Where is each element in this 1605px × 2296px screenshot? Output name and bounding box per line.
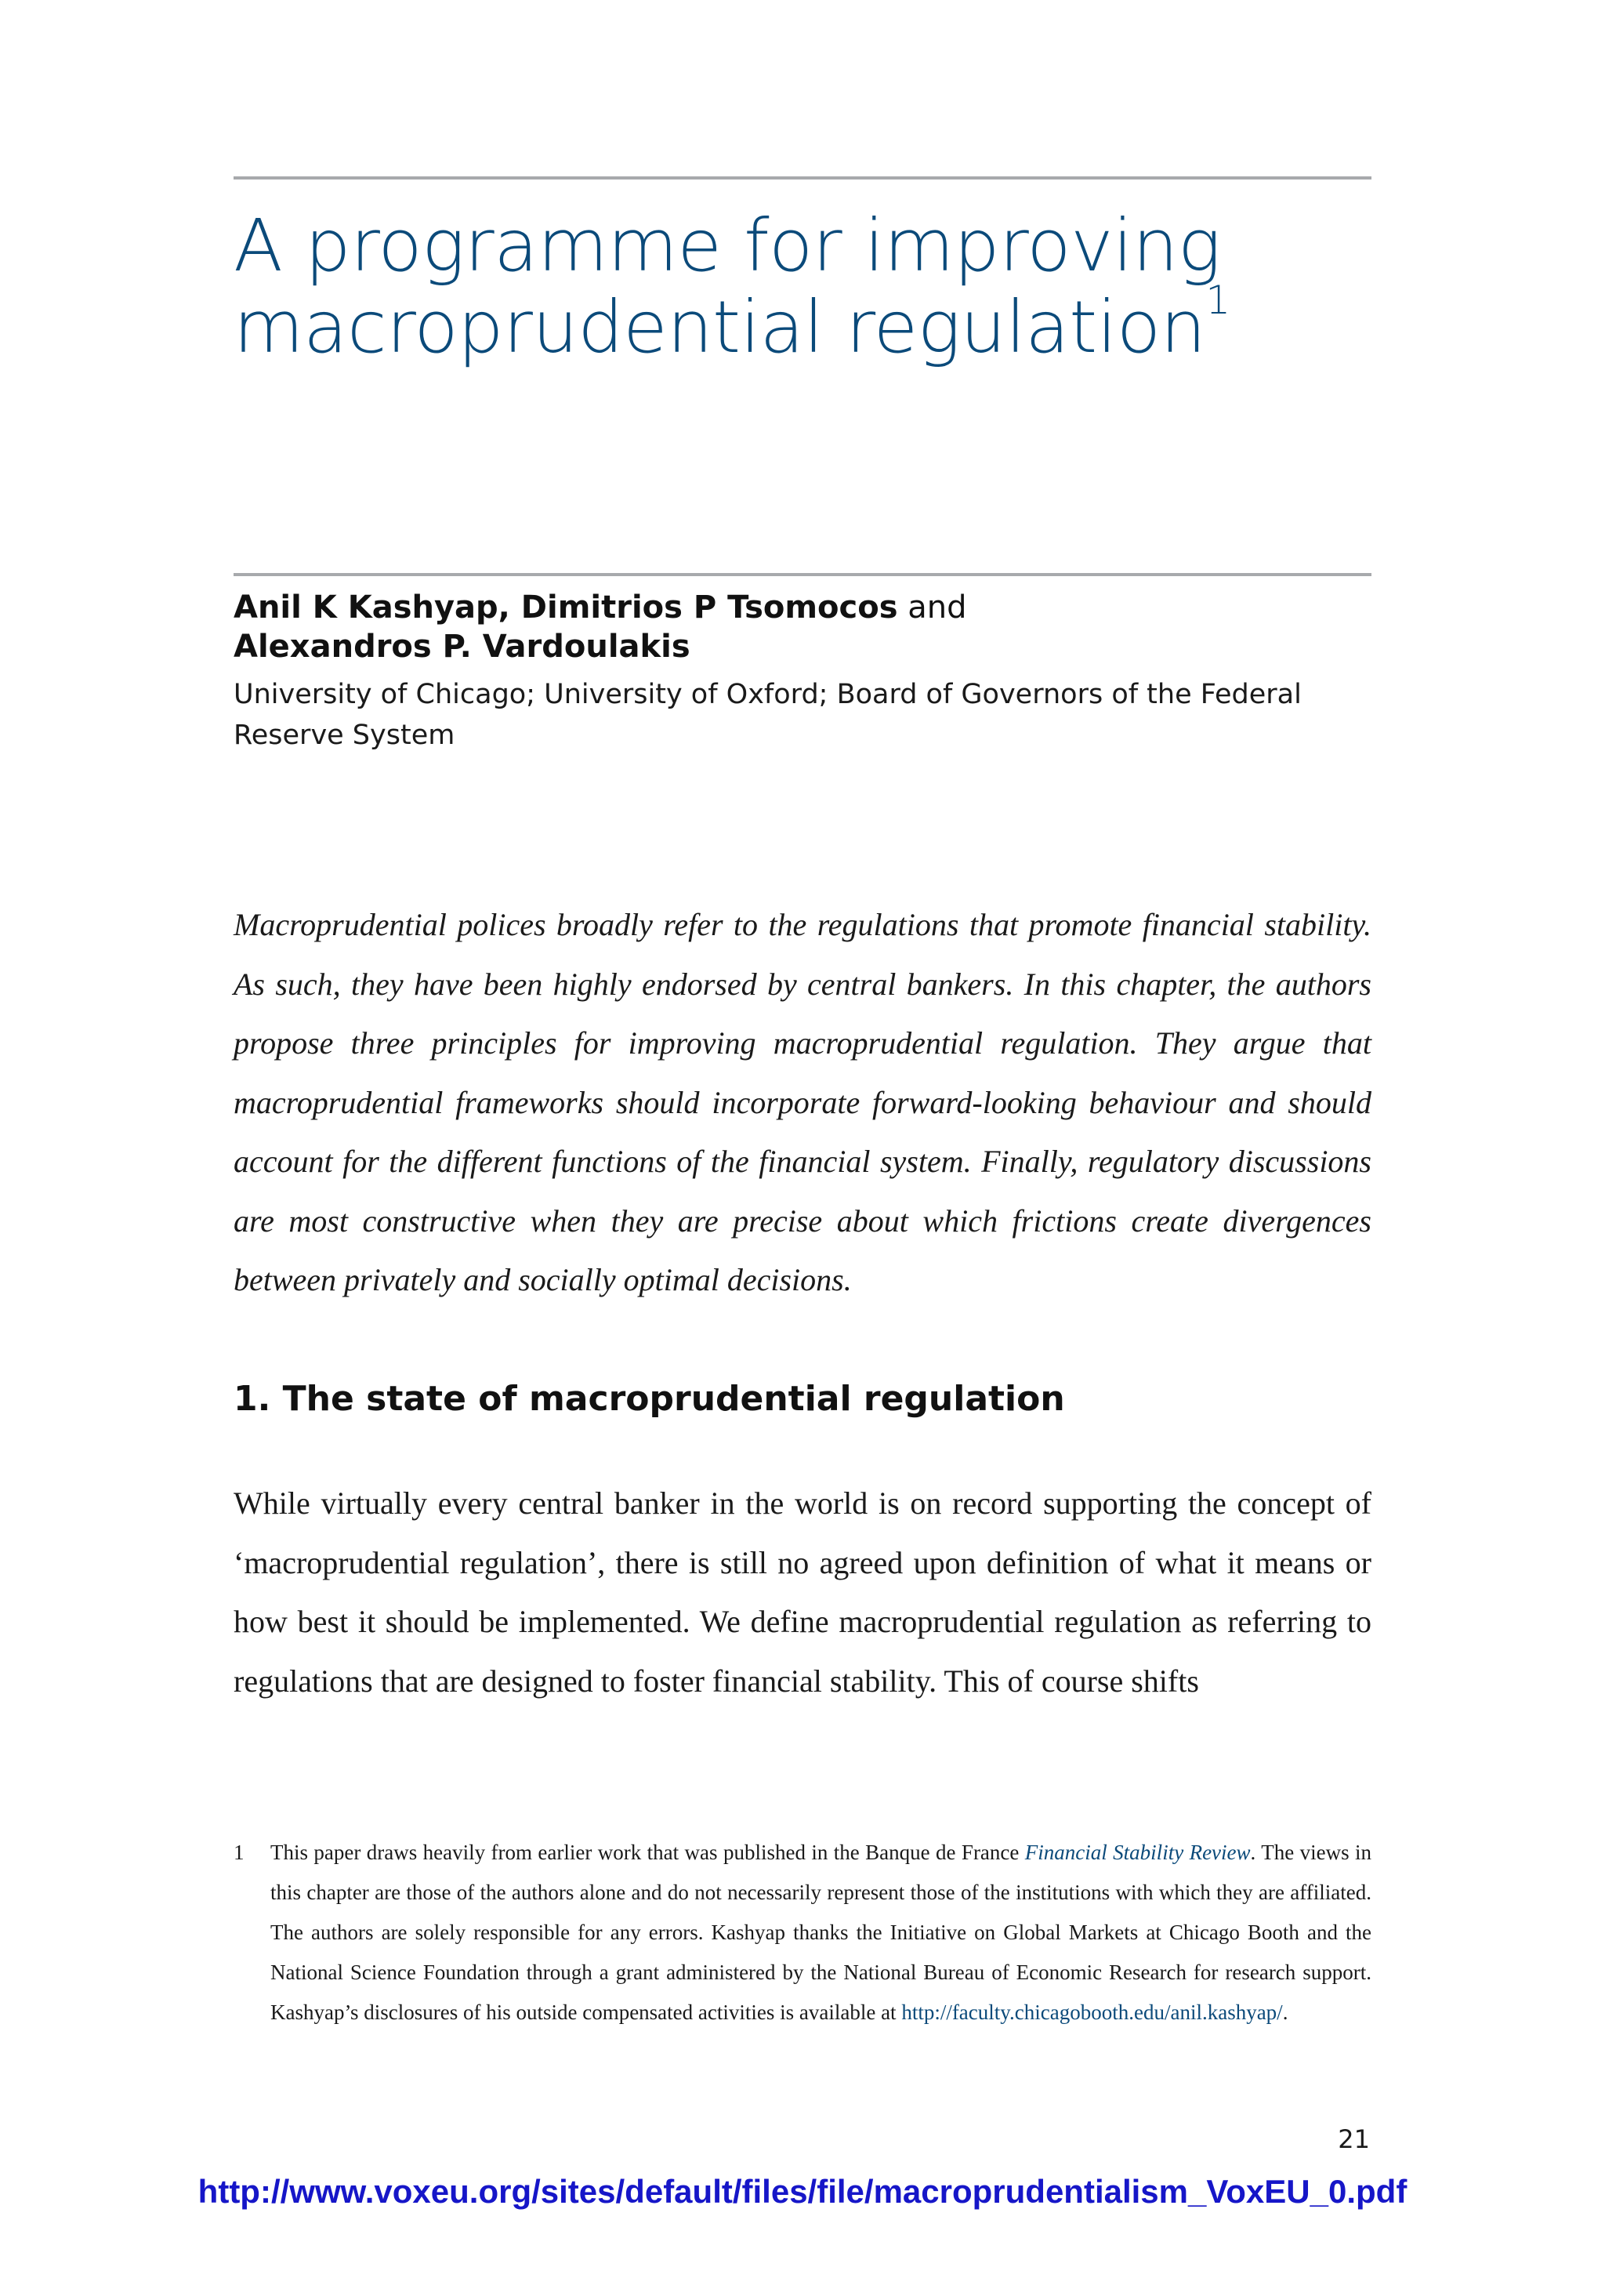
section-body: While virtually every central banker in the world is on record supporting the concept of ‘macroprudential regulation’, there is still no agreed upon definition of what it means or how best it should be implemented. We define macroprudential regulation as referring to regulations that are designed to foster financial stability. This of course shifts (234, 1485, 1371, 1699)
title-line-1: A programme for improving (234, 204, 1221, 288)
chapter-title (234, 205, 1371, 368)
section-heading: 1. The state of macroprudential regulation (234, 1379, 1065, 1419)
footnote-text (270, 1833, 1371, 2033)
authors-primary: Anil K Kashyap, Dimitrios P Tsomocos (234, 589, 898, 626)
top-divider (234, 176, 1371, 180)
affiliations: University of Chicago; University of Oxford; Board of Governors of the Federal Reserve System (234, 679, 1302, 751)
author-list (234, 588, 1371, 666)
author-divider (234, 573, 1371, 576)
abstract: Macroprudential polices broadly refer to the regulations that promote financial stability. As such, they have been highly endorsed by central bankers. In this chapter, the authors propose three principles for improving macroprudential regulation. They argue that macroprudential frameworks should incorporate forward-looking behaviour and should account for the different functions of the financial system. Finally, regulatory discussions are most constructive when they are precise about which frictions create divergences between privately and socially optimal decisions. (234, 907, 1371, 1297)
page-number: 21 (1338, 2124, 1370, 2154)
footnote-text-end: . (1282, 2000, 1288, 2024)
footnote-url-link[interactable]: http://faculty.chicagobooth.edu/anil.kashyap/ (901, 2000, 1283, 2024)
title-line-2: macroprudential regulation (234, 285, 1206, 369)
title-footnote-marker[interactable]: 1 (1205, 277, 1230, 323)
source-url-link[interactable]: http://www.voxeu.org/sites/default/files/file/macroprudentialism_VoxEU_0.pdf (197, 2173, 1408, 2210)
footnote-text-middle: . The views in this chapter are those of the authors alone and do not necessarily represent those of the institutions with which they are affiliated. The authors are solely responsible for any errors. Kashyap thanks the Initiative on Global Markets at Chicago Booth and the National Science Foundation through a grant administered by the National Bureau of Economic Research for research support. Kashyap’s disclosures of his outside compensated activities is available at (270, 1841, 1371, 2024)
authors-secondary: Alexandros P. Vardoulakis (234, 629, 690, 665)
footnote (234, 1833, 1371, 2033)
footnote-text-start: This paper draws heavily from earlier work that was published in the Banque de France (270, 1841, 1025, 1864)
footnote-journal-link[interactable]: Financial Stability Review (1024, 1841, 1251, 1864)
footnote-number: 1 (234, 1841, 245, 1864)
authors-connector: and (897, 589, 967, 626)
